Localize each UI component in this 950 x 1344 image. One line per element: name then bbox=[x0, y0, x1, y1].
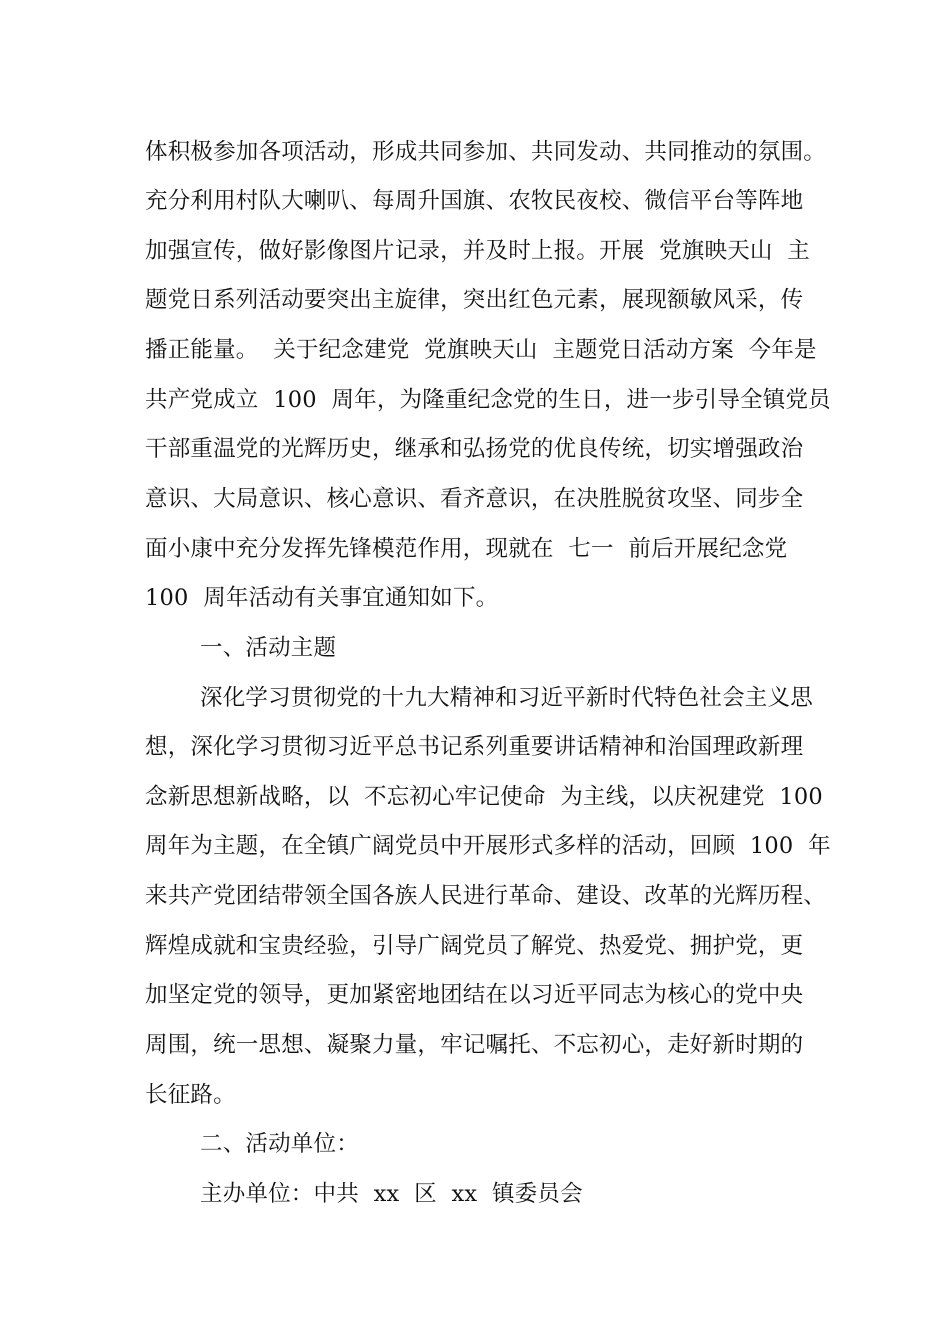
text-line: 想，深化学习贯彻习近平总书记系列重要讲话精神和治国理政新理 bbox=[145, 734, 804, 760]
text-line: 加坚定党的领导，更加紧密地团结在以习近平同志为核心的党中央 bbox=[145, 982, 804, 1008]
text-line: 周年为主题，在全镇广阔党员中开展形式多样的活动，回顾 100 年 bbox=[145, 833, 831, 859]
text-line: 充分利用村队大喇叭、每周升国旗、农牧民夜校、微信平台等阵地 bbox=[145, 188, 804, 214]
text-line: 长征路。 bbox=[145, 1082, 236, 1108]
text-line: 播正能量。 关于纪念建党 党旗映天山 主题党日活动方案 今年是 bbox=[145, 337, 817, 363]
text-line: 100 周年活动有关事宜通知如下。 bbox=[145, 585, 499, 611]
text-line: 主办单位：中共 xx 区 xx 镇委员会 bbox=[200, 1181, 583, 1207]
section-heading: 一、活动主题 bbox=[200, 635, 337, 661]
text-line: 体积极参加各项活动，形成共同参加、共同发动、共同推动的氛围。 bbox=[145, 139, 827, 165]
section-heading: 二、活动单位： bbox=[200, 1131, 359, 1157]
text-line: 共产党成立 100 周年，为隆重纪念党的生日，进一步引导全镇党员 bbox=[145, 387, 831, 413]
text-line: 面小康中充分发挥先锋模范作用，现就在 七一 前后开展纪念党 bbox=[145, 536, 788, 562]
text-line: 加强宣传，做好影像图片记录，并及时上报。开展 党旗映天山 主 bbox=[145, 238, 811, 264]
text-line: 深化学习贯彻党的十九大精神和习近平新时代特色社会主义思 bbox=[200, 685, 813, 711]
text-line: 题党日系列活动要突出主旋律，突出红色元素，展现额敏风采，传 bbox=[145, 287, 804, 313]
text-line: 念新思想新战略，以 不忘初心牢记使命 为主线，以庆祝建党 100 bbox=[145, 784, 823, 810]
text-line: 辉煌成就和宝贵经验，引导广阔党员了解党、热爱党、拥护党，更 bbox=[145, 933, 804, 959]
text-line: 来共产党团结带领全国各族人民进行革命、建设、改革的光辉历程、 bbox=[145, 883, 827, 909]
text-line: 意识、大局意识、核心意识、看齐意识，在决胜脱贫攻坚、同步全 bbox=[145, 486, 804, 512]
text-line: 干部重温党的光辉历史，继承和弘扬党的优良传统，切实增强政治 bbox=[145, 436, 804, 462]
text-line: 周围，统一思想、凝聚力量，牢记嘱托、不忘初心，走好新时期的 bbox=[145, 1032, 804, 1058]
